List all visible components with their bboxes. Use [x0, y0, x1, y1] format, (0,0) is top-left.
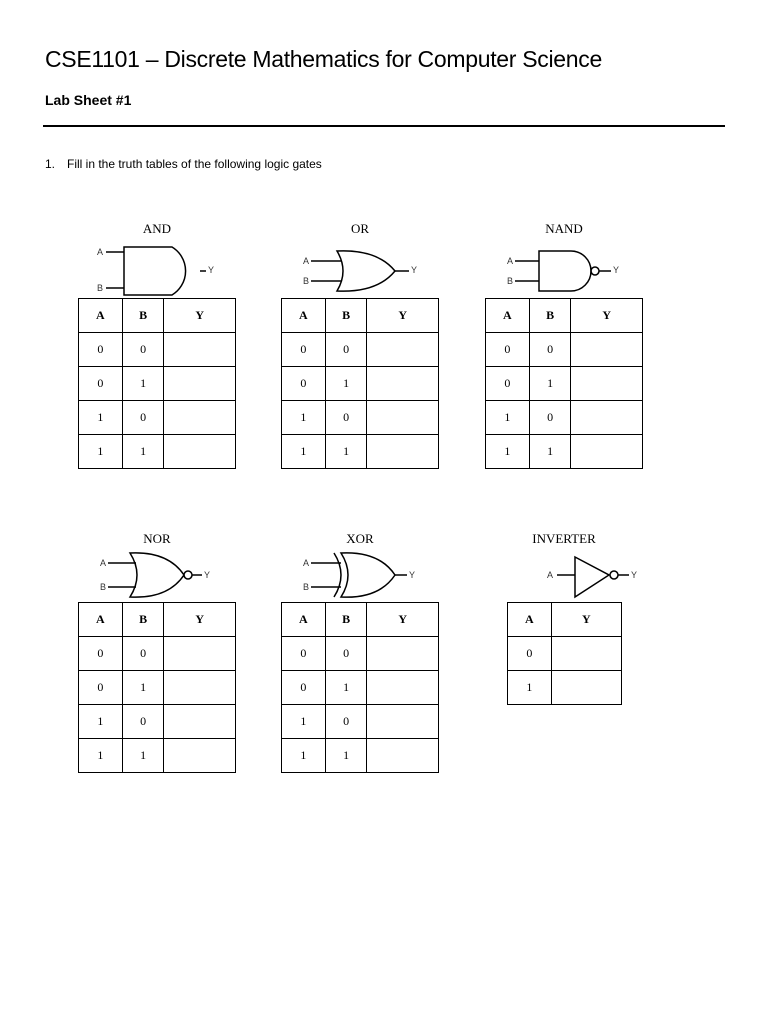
column-header: B [325, 299, 367, 333]
output-cell[interactable] [367, 435, 439, 469]
input-cell: 0 [282, 333, 326, 367]
truth-table [281, 298, 439, 469]
table-row [79, 367, 236, 401]
nor-gate-icon [94, 545, 224, 605]
inverter-gate-icon [543, 545, 643, 605]
column-header: A [282, 299, 326, 333]
pin-label: B [507, 276, 514, 286]
column-header: B [529, 299, 571, 333]
column-header: B [122, 603, 164, 637]
truth-table [507, 602, 622, 705]
gate-nor [78, 531, 236, 776]
lab-sheet-title: Lab Sheet #1 [45, 92, 132, 108]
table-row [486, 401, 643, 435]
gate-name: NOR [143, 531, 171, 546]
input-cell: 0 [529, 333, 571, 367]
pin-label: A [303, 558, 310, 568]
table-row [486, 333, 643, 367]
input-cell: 0 [325, 401, 367, 435]
table-row [79, 705, 236, 739]
pin-label: Y [631, 570, 638, 580]
table-row [282, 333, 439, 367]
column-header: B [325, 603, 367, 637]
input-cell: 0 [122, 401, 164, 435]
input-cell: 1 [529, 435, 571, 469]
table-row [508, 671, 622, 705]
input-cell: 1 [282, 705, 326, 739]
input-cell: 1 [325, 367, 367, 401]
output-cell[interactable] [164, 435, 236, 469]
header-divider [43, 125, 725, 127]
table-row [486, 435, 643, 469]
output-cell[interactable] [551, 671, 621, 705]
column-header: Y [367, 603, 439, 637]
column-header: A [486, 299, 530, 333]
output-cell[interactable] [164, 333, 236, 367]
input-cell: 1 [529, 367, 571, 401]
output-cell[interactable] [367, 705, 439, 739]
output-cell[interactable] [367, 401, 439, 435]
input-cell: 0 [122, 705, 164, 739]
input-cell: 1 [282, 401, 326, 435]
output-cell[interactable] [367, 367, 439, 401]
nand-gate-icon [501, 239, 631, 299]
output-cell[interactable] [164, 401, 236, 435]
table-row [282, 671, 439, 705]
input-cell: 0 [282, 671, 326, 705]
output-cell[interactable] [164, 637, 236, 671]
gate-name: NAND [545, 221, 583, 236]
pin-label: B [97, 283, 104, 293]
pin-label: B [303, 582, 310, 592]
input-cell: 1 [79, 435, 123, 469]
column-header: A [79, 299, 123, 333]
input-cell: 1 [122, 671, 164, 705]
output-cell[interactable] [367, 739, 439, 773]
pin-label: A [97, 247, 104, 257]
column-header: Y [164, 603, 236, 637]
input-cell: 1 [325, 435, 367, 469]
question-number: 1. [45, 157, 56, 171]
input-cell: 1 [282, 739, 326, 773]
gate-inverter [507, 531, 638, 711]
column-header: Y [367, 299, 439, 333]
output-cell[interactable] [367, 671, 439, 705]
output-cell[interactable] [571, 333, 643, 367]
column-header: Y [571, 299, 643, 333]
table-row [282, 435, 439, 469]
question-1 [45, 157, 322, 171]
input-cell: 1 [325, 739, 367, 773]
output-cell[interactable] [571, 401, 643, 435]
truth-table [281, 602, 439, 773]
pin-label: Y [208, 265, 215, 275]
input-cell: 0 [325, 705, 367, 739]
column-header: A [79, 603, 123, 637]
input-cell: 1 [122, 367, 164, 401]
input-cell: 0 [508, 637, 552, 671]
truth-table [485, 298, 643, 469]
pin-label: A [100, 558, 107, 568]
pin-label: Y [409, 570, 416, 580]
input-cell: 0 [282, 637, 326, 671]
gate-nand [485, 221, 643, 471]
gate-and [78, 221, 236, 471]
input-cell: 1 [486, 401, 530, 435]
input-cell: 0 [529, 401, 571, 435]
output-cell[interactable] [367, 637, 439, 671]
truth-table [78, 602, 236, 773]
input-cell: 1 [79, 739, 123, 773]
table-row [282, 637, 439, 671]
input-cell: 0 [325, 637, 367, 671]
pin-label: B [100, 582, 107, 592]
table-row [79, 435, 236, 469]
pin-label: Y [613, 265, 620, 275]
truth-table [78, 298, 236, 469]
table-row [282, 705, 439, 739]
table-row [282, 739, 439, 773]
output-cell[interactable] [571, 435, 643, 469]
pin-label: A [507, 256, 514, 266]
input-cell: 1 [122, 435, 164, 469]
output-cell[interactable] [551, 637, 621, 671]
column-header: Y [551, 603, 621, 637]
input-cell: 0 [79, 671, 123, 705]
gate-name: OR [350, 221, 370, 236]
table-row [79, 671, 236, 705]
gate-xor [281, 531, 439, 776]
course-title: CSE1101 – Discrete Mathematics for Computer Science [45, 46, 602, 72]
input-cell: 0 [486, 333, 530, 367]
table-row [282, 401, 439, 435]
pin-label: Y [411, 265, 418, 275]
table-row [79, 401, 236, 435]
input-cell: 0 [325, 333, 367, 367]
xor-gate-icon [297, 545, 427, 605]
input-cell: 1 [508, 671, 552, 705]
table-row [79, 739, 236, 773]
input-cell: 0 [79, 637, 123, 671]
input-cell: 0 [122, 333, 164, 367]
table-row [79, 637, 236, 671]
column-header: Y [164, 299, 236, 333]
column-header: A [508, 603, 552, 637]
table-row [508, 637, 622, 671]
and-gate-icon [94, 239, 224, 299]
gate-or [281, 221, 439, 471]
input-cell: 0 [79, 333, 123, 367]
table-row [79, 333, 236, 367]
gate-name: AND [142, 221, 172, 236]
gate-name: XOR [346, 531, 374, 546]
output-cell[interactable] [164, 367, 236, 401]
input-cell: 0 [486, 367, 530, 401]
pin-label: B [303, 276, 310, 286]
output-cell[interactable] [164, 739, 236, 773]
output-cell[interactable] [367, 333, 439, 367]
output-cell[interactable] [164, 671, 236, 705]
table-row [486, 367, 643, 401]
pin-label: A [303, 256, 310, 266]
input-cell: 1 [79, 401, 123, 435]
input-cell: 0 [282, 367, 326, 401]
input-cell: 1 [122, 739, 164, 773]
input-cell: 1 [325, 671, 367, 705]
input-cell: 0 [79, 367, 123, 401]
input-cell: 0 [122, 637, 164, 671]
output-cell[interactable] [571, 367, 643, 401]
input-cell: 1 [282, 435, 326, 469]
table-row [282, 367, 439, 401]
column-header: B [122, 299, 164, 333]
question-text: Fill in the truth tables of the following logic gates [67, 157, 322, 171]
input-cell: 1 [79, 705, 123, 739]
pin-label: Y [204, 570, 211, 580]
pin-label: A [547, 570, 554, 580]
input-cell: 1 [486, 435, 530, 469]
output-cell[interactable] [164, 705, 236, 739]
column-header: A [282, 603, 326, 637]
or-gate-icon [297, 239, 427, 299]
gate-name: INVERTER [532, 531, 596, 546]
